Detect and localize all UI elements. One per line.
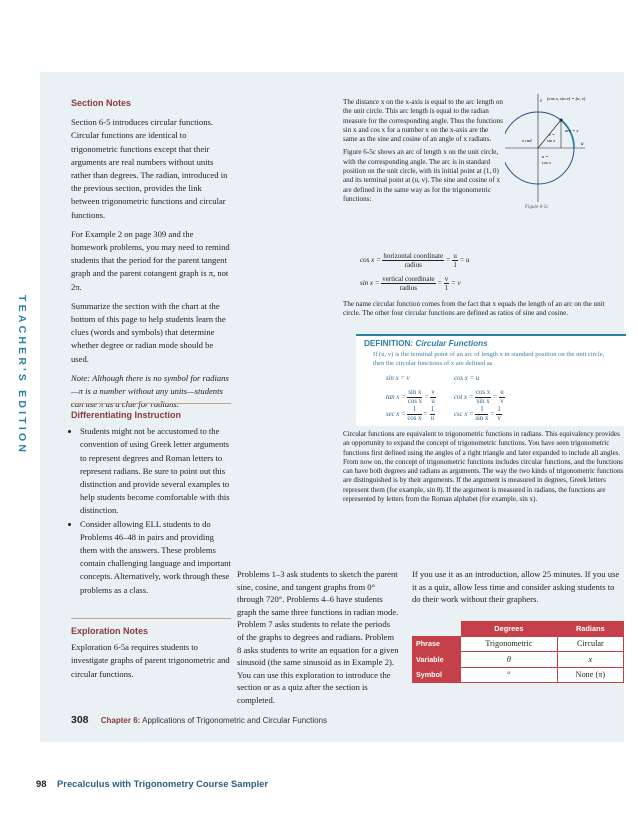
table-row bbox=[412, 652, 624, 668]
divider bbox=[71, 403, 231, 404]
fraction bbox=[430, 389, 435, 406]
table-cell: x bbox=[557, 652, 623, 668]
csc-lhs: csc x = bbox=[454, 411, 474, 419]
sin-rhs: = v bbox=[451, 279, 461, 288]
sin-lhs: sin x = bbox=[360, 279, 380, 288]
degree-radian-table bbox=[412, 621, 624, 683]
table-row bbox=[412, 667, 624, 683]
denominator: v bbox=[497, 415, 501, 422]
fraction bbox=[499, 389, 504, 406]
main-p1: The distance x on the x-axis is equal to the arc length on the unit circle. This arc length is equal to the radian measure for the corresponding angle. Thus the functions sin x and cos x for a number x on the x-axis are the same as the sine and cosine of an angle of x radians. bbox=[343, 98, 503, 144]
differentiating-instruction bbox=[71, 409, 231, 597]
sampler-page-number: 98 bbox=[36, 778, 47, 789]
row-header: Symbol bbox=[412, 667, 461, 683]
section-notes-heading: Section Notes bbox=[71, 98, 132, 108]
table-cell: Trigonometric bbox=[461, 636, 558, 652]
denominator: cos x bbox=[407, 415, 422, 422]
equals: = bbox=[437, 279, 443, 288]
denominator: sin x bbox=[475, 415, 489, 422]
unit-circle-figure bbox=[505, 90, 625, 220]
list-item: • Consider allowing ELL students to do Problems 46–48 in pairs and providing them with the answers. These problems contain challenging language and important concepts. Alternatively, work through these problems as a class. bbox=[80, 518, 231, 597]
equals: = bbox=[492, 394, 498, 402]
definition-title: Circular Functions bbox=[415, 339, 488, 348]
u-equals: u = bbox=[542, 154, 549, 159]
cos-equation bbox=[360, 252, 470, 269]
v-value: sin x bbox=[547, 138, 556, 143]
numerator: u bbox=[500, 389, 504, 396]
fraction bbox=[475, 389, 491, 406]
u-value: cos x bbox=[542, 160, 551, 165]
table-cell: None (π) bbox=[557, 667, 623, 683]
numerator: horizontal coordinate bbox=[383, 252, 444, 260]
definition-heading bbox=[364, 339, 626, 348]
page-number: 308 bbox=[71, 714, 89, 726]
section-notes-p3: Summarize the section with the chart at the bottom of this page to help students learn the clues (words and symbols) that determine whether degree or radian mode should be used. bbox=[71, 300, 226, 364]
fraction bbox=[475, 406, 488, 423]
exploration-p1: Exploration 6-5a requires students to investigate graphs of parent trigonometric and circular functions. bbox=[71, 642, 230, 679]
denominator: radius bbox=[404, 261, 422, 269]
divider bbox=[71, 618, 231, 619]
numerator: v bbox=[444, 275, 449, 283]
sec-lhs: sec x = bbox=[386, 411, 406, 419]
definition-text: If (u, v) is the terminal point of an arc of length x in standard position on the unit circle, then the circular functions of x are defined as bbox=[373, 351, 605, 367]
main-p4: Circular functions are equivalent to trigonometric functions in radians. This equivalency provides an opportunity to expand the concept of trigonometric functions. You have seen trigonometric functions first defined using the angles of a right triangle and later expanded to include all angles. From now on, the concept of trigonometric functions includes circular functions, and the functions can have both degrees and radians as arguments. The way the two kinds of trigonometric functions are distinguished is by their arguments. If the argument is measured in degrees, Greek letters represent them (for example, sin θ). If the argument is measured in radians, the functions are represented by letters from the Roman alphabet (for example, sin x). bbox=[343, 430, 624, 504]
denominator: u bbox=[430, 415, 434, 422]
fraction bbox=[381, 275, 435, 292]
page-footer bbox=[71, 714, 327, 726]
denominator: v bbox=[500, 398, 504, 405]
sampler-footer bbox=[36, 778, 268, 789]
lower-right-text: If you use it as an introduction, allow 25 minutes. If you use it as a quiz, allow less time and consider asking students to do their work without their graphers. bbox=[412, 569, 620, 605]
section-notes-p1: Section 6-5 introduces circular functions. Circular functions are identical to trigonometric functions except that their arguments are real numbers without units rather than degrees. The radian, introduced in the previous section, provides the link between trigonometric functions and circular functions. bbox=[71, 117, 228, 220]
fraction bbox=[430, 406, 435, 423]
section-notes-p2: For Example 2 on page 309 and the homework problems, you may need to remind students that the period for the parent tangent graph and the parent cotangent graph is π, not 2π. bbox=[71, 228, 230, 292]
def-tan bbox=[386, 389, 436, 406]
main-p2: Figure 6-5c shows an arc of length x on the unit circle, with the corresponding angle. The arc is in standard position on the unit circle, with its initial point at (1, 0) and its terminal point at (u, v). The sine and cosine of x are defined in the same way as for the trigonometric functions: bbox=[343, 148, 501, 203]
sin-equation bbox=[360, 275, 461, 292]
differentiating-heading: Differentiating Instruction bbox=[71, 410, 181, 420]
row-header: Variable bbox=[412, 652, 461, 668]
fraction bbox=[496, 406, 501, 423]
numerator: cos x bbox=[476, 389, 491, 396]
numerator: v bbox=[431, 389, 435, 396]
table-header: Radians bbox=[557, 621, 623, 636]
denominator: radius bbox=[399, 284, 417, 292]
main-text-upper bbox=[343, 98, 503, 207]
u-axis-label: u bbox=[581, 142, 584, 147]
def-sec bbox=[386, 406, 435, 423]
cos-lhs: cos x = bbox=[360, 256, 381, 265]
cos-rhs: = u bbox=[459, 256, 470, 265]
angle-label: x rad bbox=[522, 138, 532, 143]
denominator: sin x bbox=[476, 398, 490, 405]
def-cos: cos x = u bbox=[454, 375, 480, 382]
fraction bbox=[444, 275, 450, 292]
numerator: 1 bbox=[475, 406, 488, 415]
denominator: cos x bbox=[407, 398, 422, 405]
fraction bbox=[452, 252, 458, 269]
fraction bbox=[382, 252, 444, 269]
denominator: 1 bbox=[453, 261, 457, 269]
denominator: 1 bbox=[444, 284, 449, 292]
fraction bbox=[407, 406, 421, 423]
numerator: 1 bbox=[497, 406, 501, 413]
equals: = bbox=[490, 411, 495, 419]
figure-caption: Figure 6-5c bbox=[525, 205, 549, 210]
def-csc bbox=[454, 406, 502, 423]
chapter-label: Chapter 6: bbox=[100, 716, 141, 725]
section-notes-p4: Note: Although there is no symbol for radians—π is a number without any units—students can use π as a clue for radians. bbox=[71, 372, 229, 410]
denominator: u bbox=[431, 398, 435, 405]
table-corner bbox=[412, 621, 461, 636]
equals: = bbox=[424, 394, 429, 402]
table-cell: θ bbox=[461, 652, 558, 668]
sampler-title: Precalculus with Trigonometry Course Sampler bbox=[57, 778, 269, 789]
equals: = bbox=[423, 411, 428, 419]
exploration-heading: Exploration Notes bbox=[71, 626, 149, 636]
fraction bbox=[407, 389, 422, 406]
point-label: (cos x, sin x) = (u, v) bbox=[547, 96, 586, 101]
tan-lhs: tan x = bbox=[386, 394, 406, 402]
def-cot bbox=[454, 389, 505, 406]
list-item: • Students might not be accustomed to the convention of using Greek letter arguments to represent degrees and Roman letters to represent radians. Be sure to point out this distinction and provide several examples to help students become comfortable with this distinction. bbox=[80, 425, 231, 517]
section-notes bbox=[71, 97, 231, 417]
exploration-notes bbox=[71, 625, 231, 687]
v-equals: v = bbox=[549, 132, 556, 137]
numerator: 1 bbox=[407, 406, 421, 415]
cot-lhs: cot x = bbox=[454, 394, 474, 402]
main-p3: The name circular function comes from the fact that x equals the length of an arc on the unit circle. The other four circular functions are defined as ratios of sine and cosine. bbox=[343, 300, 605, 318]
equals: = bbox=[445, 256, 451, 265]
def-sin: sin x = v bbox=[386, 375, 410, 382]
table-cell: Circular bbox=[557, 636, 623, 652]
chapter-title: Applications of Trigonometric and Circular Functions bbox=[142, 716, 328, 725]
v-axis-label: v bbox=[540, 99, 543, 104]
row-header: Phrase bbox=[412, 636, 461, 652]
numerator: vertical coordinate bbox=[382, 275, 435, 283]
arc-label: arc = x bbox=[565, 128, 579, 133]
table-row bbox=[412, 636, 624, 652]
table-header: Degrees bbox=[461, 621, 558, 636]
definition-label: DEFINITION: bbox=[364, 339, 414, 348]
numerator: u bbox=[453, 252, 457, 260]
lower-middle-text: Problems 1–3 ask students to sketch the parent sine, cosine, and tangent graphs from 0° through 720°. Problems 4–6 have students graph the same three functions in radian mode. Problem 7 asks students to relate the periods of the graphs to degrees and radians. Problem 8 asks students to write an equation for a given sinusoid (the same sinusoid as in Example 2). You can use this exploration to introduce the section or as a quiz after the section is completed. bbox=[237, 569, 399, 705]
numerator: 1 bbox=[430, 406, 434, 413]
table-header-row bbox=[412, 621, 624, 636]
side-tab-label: TEACHER'S EDITION bbox=[16, 295, 28, 456]
table-cell: ° bbox=[461, 667, 558, 683]
numerator: sin x bbox=[408, 389, 422, 396]
